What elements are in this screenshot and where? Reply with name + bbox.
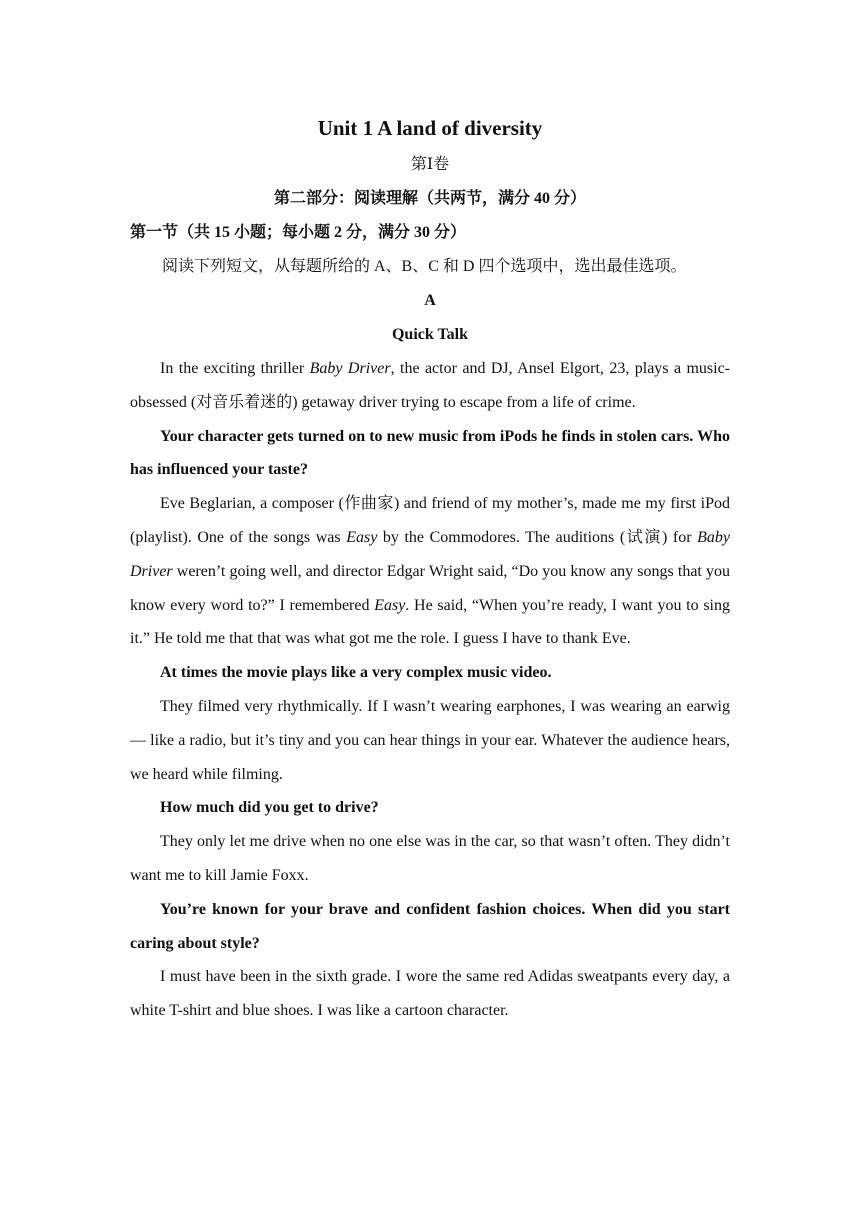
answer-3: They only let me drive when no one else was in the car, so that wasn’t often. They didn’t want me to kill Jamie Foxx. bbox=[130, 833, 730, 884]
intro-text-cont: , the actor and DJ, Ansel Elgort, 23, plays a music-obsessed (对音乐着迷的) getaway driver trying to escape from a life of crime. bbox=[130, 360, 731, 411]
part-heading: 第二部分：阅读理解（共两节，满分 40 分） bbox=[273, 190, 586, 207]
section-heading: 第一节（共 15 小题；每小题 2 分，满分 30 分） bbox=[130, 224, 467, 241]
question-2: At times the movie plays like a very complex music video. bbox=[160, 664, 552, 682]
song-title-2: Easy bbox=[374, 596, 406, 614]
passage-title: Quick Talk bbox=[391, 326, 469, 343]
answer-1-text-c: weren’t going well, and director Edgar Wright said, “Do you know any songs that you know every word to?” I remembered bbox=[130, 562, 730, 614]
volume-label: 第Ⅰ卷 bbox=[410, 156, 450, 173]
intro-paragraph bbox=[130, 352, 730, 420]
film-title-2: Baby Driver bbox=[130, 528, 730, 580]
answer-4: I must have been in the sixth grade. I wore the same red Adidas sweatpants every day, a white T-shirt and blue shoes. I was like a cartoon character. bbox=[130, 968, 730, 1020]
intro-text: In the exciting thriller bbox=[160, 360, 310, 377]
answer-1-text: Eve Beglarian, a composer (作曲家) and friend of my mother’s, made me my first iPod (playlist). One of the songs was bbox=[130, 495, 730, 546]
question-3: How much did you get to drive? bbox=[160, 799, 379, 817]
passage-body bbox=[130, 352, 730, 1028]
song-title: Easy bbox=[346, 528, 378, 546]
answer-1-text-d: . He said, “When you’re ready, I want you to sing it.” He told me that that was what got me the role. I guess I have to thank Eve. bbox=[130, 596, 731, 648]
question-1: Your character gets turned on to new music from iPods he finds in stolen cars. Who has influenced your taste? bbox=[130, 427, 730, 479]
answer-2: They filmed very rhythmically. If I wasn’t wearing earphones, I was wearing an earwig — like a radio, but it’s tiny and you can hear things in your ear. Whatever the audience hears, we heard while filming. bbox=[130, 697, 730, 783]
answer-1 bbox=[130, 487, 730, 656]
answer-1-text-b: by the Commodores. The auditions (试演) for bbox=[377, 528, 698, 546]
film-title: Baby Driver bbox=[309, 360, 391, 377]
instruction-text: 阅读下列短文，从每题所给的 A、B、C 和 D 四个选项中，选出最佳选项。 bbox=[162, 258, 687, 275]
question-4: You’re known for your brave and confident fashion choices. When did you start caring about style? bbox=[130, 900, 730, 952]
passage-letter: A bbox=[424, 292, 436, 309]
unit-title: Unit 1 A land of diversity bbox=[317, 116, 543, 140]
